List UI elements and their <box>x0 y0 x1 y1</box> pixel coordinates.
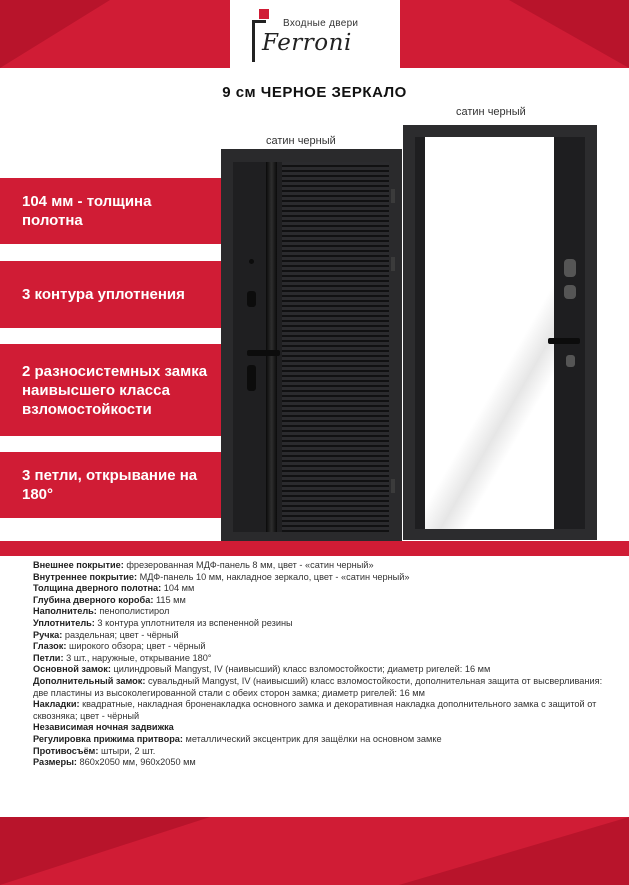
spec-key: Противосъём: <box>33 745 99 756</box>
spec-value: сувальдный Mangyst, IV (наивысший) класс взломостойкости, дополнительная защита от высверливания: две пластины из высоколегированной стали с обеих сторон замка; диаметр ригелей: 16 мм <box>33 675 603 698</box>
spec-value: 860х2050 мм, 960х2050 мм <box>77 757 196 768</box>
spec-key: Внутреннее покрытие: <box>33 571 138 582</box>
spec-value: раздельная; цвет - чёрный <box>62 629 179 640</box>
spec-key: Основной замок: <box>33 664 111 675</box>
spec-value: квадратные, накладная броненакладка основного замка и декоративная накладка дополнительного замка с защитой от сквозняка; цвет - чёрный <box>33 699 597 721</box>
spec-value: 104 мм <box>161 583 195 594</box>
feature-text: 3 петли, открывание на 180° <box>22 467 198 503</box>
spec-row <box>33 722 603 734</box>
spec-key: Наполнитель: <box>33 606 97 617</box>
spec-key: Дополнительный замок: <box>33 675 146 686</box>
handle-icon <box>548 338 580 344</box>
hinge-icon <box>391 479 395 493</box>
spec-row <box>33 664 603 676</box>
spec-value: металлический эксцентрик для защёлки на основном замке <box>182 733 442 744</box>
spec-value: широкого обзора; цвет - чёрный <box>66 641 206 652</box>
spec-value: цилиндровый Mangyst, IV (наивысший) класс взломостойкости; диаметр ригелей: 16 мм <box>110 664 491 675</box>
spec-row <box>33 618 603 630</box>
label-outer-finish: сатин черный <box>266 135 336 147</box>
spec-key: Глазок: <box>33 641 67 652</box>
specifications-list <box>33 560 603 769</box>
spec-row <box>33 676 603 699</box>
spec-key: Размеры: <box>33 757 77 768</box>
milled-panel <box>282 162 389 532</box>
spec-key: Накладки: <box>33 699 80 710</box>
logo-name: Ferroni <box>262 30 352 56</box>
mirror-panel <box>425 137 554 529</box>
page-title: 9 см ЧЕРНОЕ ЗЕРКАЛО <box>222 84 407 101</box>
spec-row <box>33 630 603 642</box>
handle-icon <box>247 350 280 356</box>
spec-key: Петли: <box>33 652 64 663</box>
spec-key: Регулировка прижима притвора: <box>33 733 183 744</box>
latch-icon <box>566 355 575 367</box>
spec-row <box>33 572 603 584</box>
spec-key: Ручка: <box>33 629 63 640</box>
feature-ribbon <box>0 178 222 244</box>
label-inner-finish: сатин черный <box>456 106 526 118</box>
banner-fold-right <box>399 817 629 885</box>
spec-key: Независимая ночная задвижка <box>33 722 174 733</box>
spec-key: Уплотнитель: <box>33 617 95 628</box>
spec-row <box>33 757 603 769</box>
spec-value: 115 мм <box>153 594 186 605</box>
spec-row <box>33 595 603 607</box>
bottom-banner <box>0 817 629 885</box>
separator-band <box>0 541 629 556</box>
lock-knob-icon <box>564 259 576 277</box>
feature-text: 2 разносистемных замка наивысшего класса взломостойкости <box>22 362 208 418</box>
feature-text: 3 контура уплотнения <box>22 286 185 303</box>
lock-cover-icon <box>247 291 256 307</box>
lock-cover-icon <box>247 365 256 391</box>
glass-insert <box>266 162 277 532</box>
spec-key: Глубина дверного короба: <box>33 594 154 605</box>
spec-key: Внешнее покрытие: <box>33 560 124 570</box>
spec-value: фрезерованная МДФ-панель 8 мм, цвет - «сатин черный» <box>123 560 374 570</box>
hinge-icon <box>391 257 395 271</box>
hinge-icon <box>391 189 395 203</box>
door-outer-image <box>221 149 402 541</box>
peephole-icon <box>249 259 254 264</box>
feature-ribbon <box>0 452 222 518</box>
spec-row <box>33 583 603 595</box>
spec-value: МДФ-панель 10 мм, накладное зеркало, цвет - «сатин черный» <box>137 571 410 582</box>
spec-row <box>33 734 603 746</box>
spec-value: пенополистирол <box>96 606 170 617</box>
feature-ribbon <box>0 261 222 328</box>
logo-subtitle: Входные двери <box>283 18 359 29</box>
spec-row <box>33 606 603 618</box>
feature-ribbon <box>0 344 222 436</box>
spec-row <box>33 746 603 758</box>
lock-knob-icon <box>564 285 576 299</box>
banner-fold-left <box>0 0 110 68</box>
spec-value: штыри, 2 шт. <box>98 745 156 756</box>
banner-fold-left <box>0 817 210 885</box>
spec-row <box>33 699 603 722</box>
spec-value: 3 шт., наружные, открывание 180° <box>63 652 212 663</box>
spec-row <box>33 641 603 653</box>
spec-key: Толщина дверного полотна: <box>33 583 162 594</box>
door-outer-leaf <box>233 162 389 532</box>
spec-row <box>33 653 603 665</box>
spec-row <box>33 560 603 572</box>
banner-fold-right <box>509 0 629 68</box>
spec-value: 3 контура уплотнителя из вспененной резины <box>94 617 293 628</box>
door-inner-image <box>403 125 597 540</box>
feature-text: 104 мм - толщина полотна <box>22 193 152 229</box>
door-inner-leaf <box>415 137 585 529</box>
